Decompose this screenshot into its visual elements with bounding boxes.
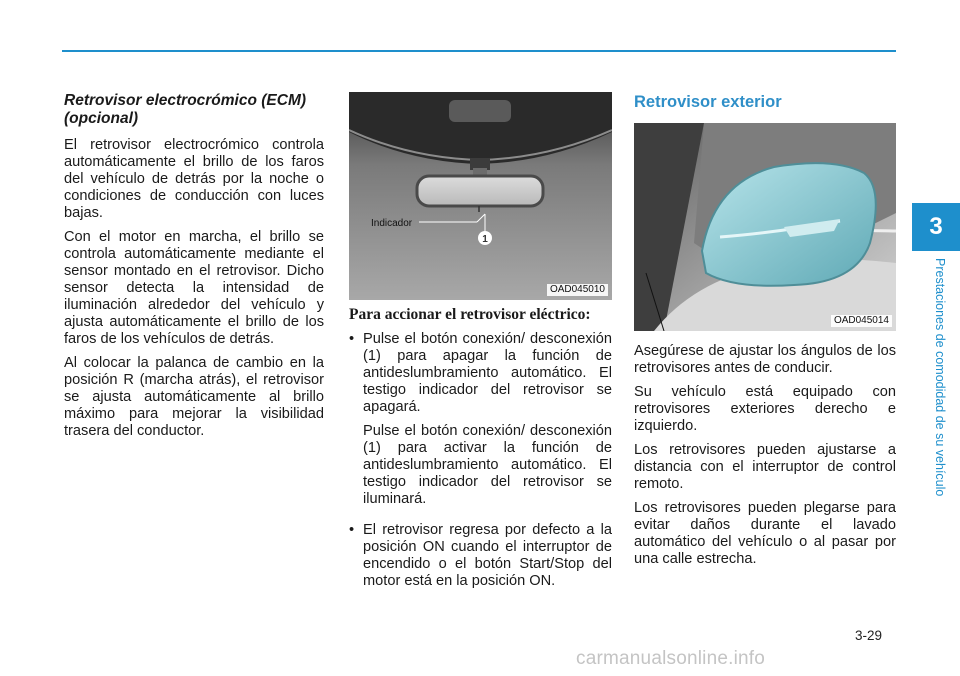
inside-mirror-illustration — [349, 92, 612, 300]
watermark: carmanualsonline.info — [576, 648, 766, 669]
figure-code: OAD045010 — [547, 284, 608, 296]
subheading-operation: Para accionar el retrovisor eléctrico: — [349, 306, 591, 323]
list-item — [349, 522, 612, 597]
figure-code: OAD045014 — [831, 315, 892, 327]
column-exterior-mirror — [634, 92, 896, 575]
indicator-label: Indicador — [371, 218, 413, 229]
bullet-symbol: • — [349, 331, 355, 347]
page-number: 3-29 — [855, 628, 883, 643]
outside-mirror-illustration — [634, 123, 896, 331]
top-rule — [62, 50, 896, 52]
figure-outside-mirror — [634, 123, 896, 331]
paragraph: El retrovisor electrocrómico controla automáticamente el brillo de los faros del vehículo de detrás por la noche o condiciones de conducción con luces bajas. — [64, 137, 324, 221]
section-heading-ecm: Retrovisor electrocrómico (ECM) (opcional) — [64, 92, 307, 127]
figure-inside-mirror — [349, 92, 612, 300]
paragraph: Los retrovisores pueden plegarse para evitar daños durante el lavado automático del vehículo o al pasar por una calle estrecha. — [634, 500, 896, 567]
paragraph: Su vehículo está equipado con retrovisores exteriores derecho e izquierdo. — [634, 384, 896, 434]
chapter-title: Prestaciones de comodidad de su vehículo — [933, 258, 947, 497]
paragraph: Los retrovisores pueden ajustarse a distancia con el interruptor de control remoto. — [634, 442, 896, 492]
bullet-symbol: • — [349, 522, 355, 538]
section-heading-exterior: Retrovisor exterior — [634, 93, 782, 111]
paragraph: Pulse el botón conexión/ desconexión (1) para apagar la función de antideslumbramiento automático. El testigo indicador del retrovisor se apagará. — [363, 331, 612, 415]
column-operation — [349, 92, 612, 604]
paragraph: Pulse el botón conexión/ desconexión (1) para activar la función de antideslumbramiento automático. El testigo indicador del retrovisor se iluminará. — [363, 423, 612, 507]
paragraph: Con el motor en marcha, el brillo se controla automáticamente mediante el sensor montado en el retrovisor. Dicho sensor detecta la intensidad de iluminación alrededor del vehículo y ajusta automáticamente el brillo de los faros de los vehículos de detrás. — [64, 229, 324, 347]
callout-number: 1 — [482, 234, 488, 245]
chapter-tab: 3 — [912, 203, 960, 251]
list-item — [349, 331, 612, 515]
paragraph: El retrovisor regresa por defecto a la posición ON cuando el interruptor de encendido o el botón Start/Stop del motor está en la posición ON. — [363, 522, 612, 589]
paragraph: Asegúrese de ajustar los ángulos de los retrovisores antes de conducir. — [634, 343, 896, 376]
column-ecm — [64, 92, 324, 447]
paragraph: Al colocar la palanca de cambio en la posición R (marcha atrás), el retrovisor se ajusta automáticamente al brillo máximo para mejorar la visibilidad trasera del conductor. — [64, 355, 324, 439]
